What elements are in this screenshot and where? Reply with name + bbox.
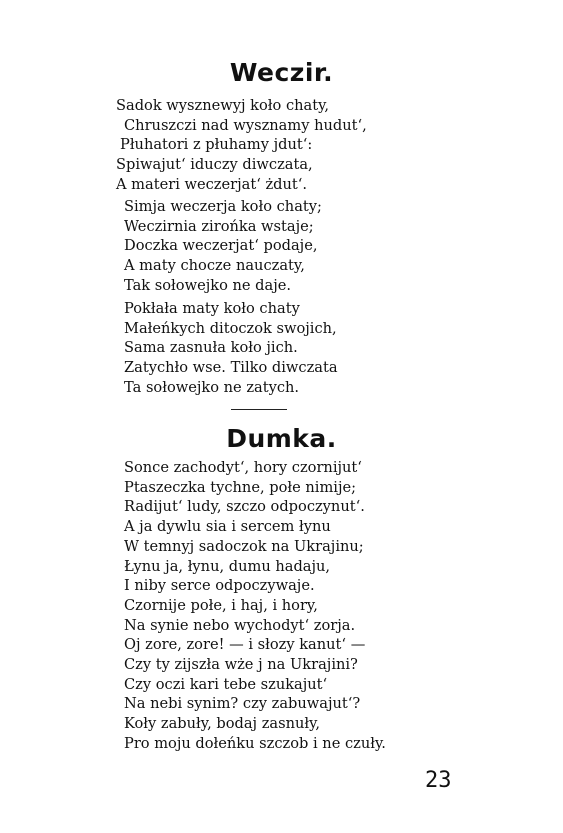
- verse-line: Sama zasnuła koło jich.: [124, 339, 298, 357]
- verse-line: Sonce zachodyt‘, hory czornijut‘: [124, 459, 362, 476]
- poem-title-weczir: Weczir.: [229, 58, 334, 87]
- section-divider: [231, 409, 287, 410]
- verse-line: W temnyj sadoczok na Ukrajinu;: [124, 537, 364, 555]
- verse-line: Chruszczi nad wysznamy hudut‘,: [124, 116, 367, 134]
- verse-line: A maty chocze nauczaty,: [124, 257, 305, 275]
- stanza-3: [0, 299, 338, 398]
- verse-line: Sadok wysznewyj koło chaty,: [116, 97, 330, 114]
- stanza-1: [0, 96, 367, 195]
- verse-line: Na nebi synim? czy zabuwajut‘?: [124, 695, 361, 713]
- verse-line: Koły zabuły, bodaj zasnuły,: [124, 715, 321, 733]
- verse-line: Płuhatori z płuhamy jdut‘:: [120, 136, 313, 154]
- verse-line: Spiwajut‘ iduczy diwczata,: [116, 156, 313, 174]
- verse-line: Tak sołowejko ne daje.: [124, 276, 292, 294]
- verse-line: Doczka weczerjat‘ podaje,: [124, 237, 318, 255]
- verse-line: Czy oczi kari tebe szukajut‘: [124, 675, 328, 693]
- verse-line: Zatychło wse. Tilko diwczata: [124, 359, 338, 377]
- dumka-stanza: [0, 458, 386, 754]
- verse-line: Na synie nebo wychodyt‘ zorja.: [124, 616, 356, 634]
- verse-line: Weczirnia zirońka wstaje;: [124, 217, 314, 235]
- verse-line: Oj zore, zore! — i słozy kanut‘ —: [124, 636, 366, 654]
- verse-line: Małeńkych ditoczok swojich,: [124, 319, 337, 337]
- verse-line: I niby serce odpoczywaje.: [124, 577, 315, 595]
- stanza-2: [0, 197, 322, 296]
- verse-line: Simja weczerja koło chaty;: [124, 198, 322, 215]
- verse-line: Ta sołowejko ne zatych.: [124, 378, 300, 396]
- verse-line: Ptaszeczka tychne, połe nimije;: [124, 478, 357, 496]
- verse-line: A materi weczerjat‘ żdut‘.: [116, 175, 308, 193]
- verse-line: Pro moju dołeńku szczob i ne czuły.: [124, 734, 386, 752]
- verse-line: Czornije połe, i haj, i hory,: [124, 596, 318, 614]
- page-number: 23: [425, 768, 452, 793]
- verse-line: Czy ty zijszła wże j na Ukrajini?: [124, 656, 358, 674]
- verse-line: A ja dywlu sia i sercem łynu: [124, 518, 331, 536]
- verse-line: Radijut‘ ludy, szczo odpoczynut‘.: [124, 498, 365, 516]
- verse-line: Pokłała maty koło chaty: [124, 300, 300, 317]
- poem-title-dumka: Dumka.: [226, 424, 337, 453]
- verse-line: Łynu ja, łynu, dumu hadaju,: [124, 557, 331, 575]
